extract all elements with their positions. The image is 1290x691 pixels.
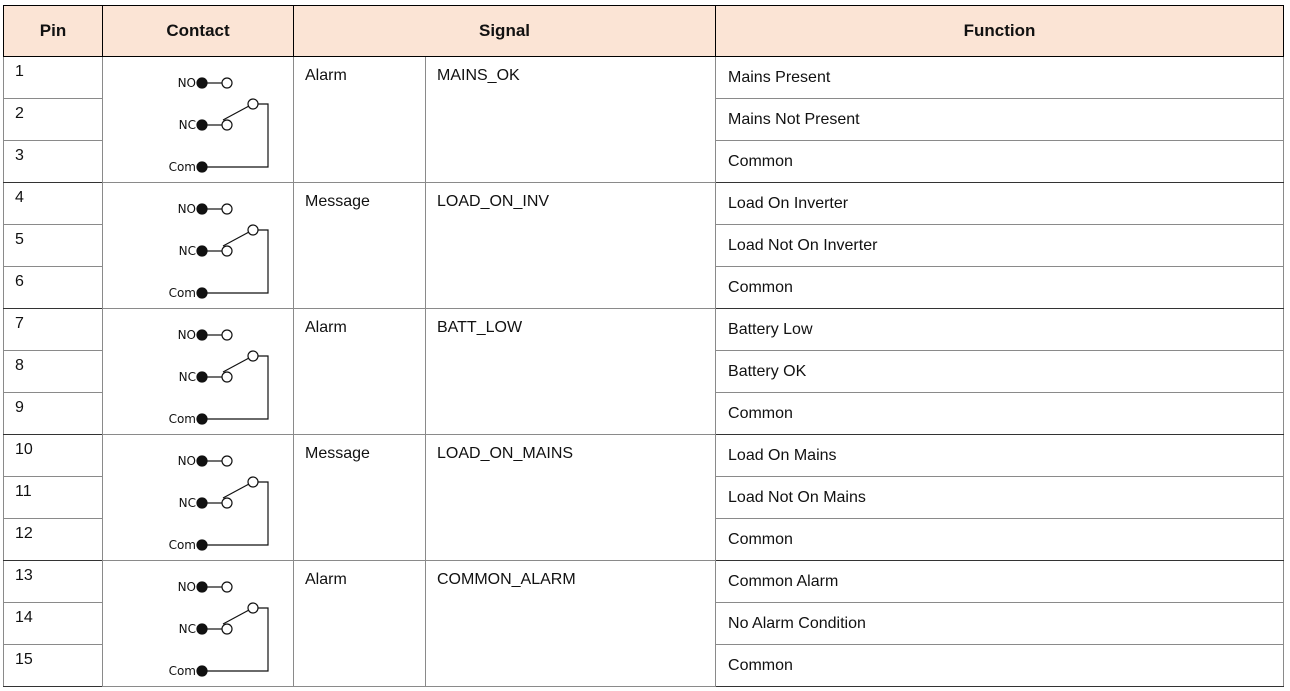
nc-terminal <box>197 624 207 634</box>
no-terminal <box>197 330 207 340</box>
signal-type: Message <box>294 435 426 561</box>
com-wire <box>207 230 268 293</box>
switch-arm <box>223 610 249 624</box>
no-contact-point <box>222 456 232 466</box>
no-terminal <box>197 456 207 466</box>
function-description: No Alarm Condition <box>716 603 1284 645</box>
table-row <box>4 435 1284 477</box>
header-function: Function <box>716 6 1284 57</box>
switch-arm <box>223 358 249 372</box>
pin-number: 1 <box>4 57 103 99</box>
signal-name: LOAD_ON_MAINS <box>426 435 716 561</box>
com-terminal <box>197 414 207 424</box>
function-description: Common <box>716 519 1284 561</box>
no-contact-point <box>222 582 232 592</box>
nc-terminal <box>197 120 207 130</box>
com-wire <box>207 104 268 167</box>
contact-label-nc: NC <box>178 244 196 258</box>
switch-arm <box>223 232 249 246</box>
contact-label-com: Com <box>168 412 196 426</box>
com-wire <box>207 482 268 545</box>
signal-name: COMMON_ALARM <box>426 561 716 687</box>
no-terminal <box>197 78 207 88</box>
function-description: Load On Inverter <box>716 183 1284 225</box>
contact-label-nc: NC <box>178 622 196 636</box>
signal-name: BATT_LOW <box>426 309 716 435</box>
signal-type: Alarm <box>294 561 426 687</box>
nc-terminal <box>197 498 207 508</box>
contact-label-no: NO <box>177 454 196 468</box>
contact-label-com: Com <box>168 664 196 678</box>
no-contact-point <box>222 78 232 88</box>
contact-label-nc: NC <box>178 370 196 384</box>
pivot-point <box>248 351 258 361</box>
pivot-point <box>248 477 258 487</box>
contact-label-com: Com <box>168 286 196 300</box>
relay-contact-icon <box>103 561 293 685</box>
no-contact-point <box>222 204 232 214</box>
com-terminal <box>197 666 207 676</box>
pin-number: 2 <box>4 99 103 141</box>
com-wire <box>207 608 268 671</box>
pin-assignment-table <box>3 5 1284 687</box>
signal-name: LOAD_ON_INV <box>426 183 716 309</box>
table-row <box>4 183 1284 225</box>
signal-name: MAINS_OK <box>426 57 716 183</box>
pin-number: 9 <box>4 393 103 435</box>
pivot-point <box>248 603 258 613</box>
nc-contact-point <box>222 120 232 130</box>
function-description: Mains Not Present <box>716 99 1284 141</box>
signal-type: Message <box>294 183 426 309</box>
pin-number: 5 <box>4 225 103 267</box>
function-description: Battery OK <box>716 351 1284 393</box>
function-description: Common <box>716 141 1284 183</box>
header-signal: Signal <box>294 6 716 57</box>
nc-terminal <box>197 372 207 382</box>
nc-contact-point <box>222 624 232 634</box>
relay-contact-icon <box>103 183 293 307</box>
pin-number: 8 <box>4 351 103 393</box>
no-terminal <box>197 582 207 592</box>
switch-arm <box>223 106 249 120</box>
relay-contact-icon <box>103 309 293 433</box>
contact-label-nc: NC <box>178 496 196 510</box>
com-terminal <box>197 540 207 550</box>
table-row <box>4 57 1284 99</box>
table-row <box>4 309 1284 351</box>
function-description: Load On Mains <box>716 435 1284 477</box>
function-description: Common <box>716 267 1284 309</box>
signal-type: Alarm <box>294 309 426 435</box>
contact-label-no: NO <box>177 76 196 90</box>
contact-diagram-cell <box>103 309 294 435</box>
contact-label-com: Com <box>168 160 196 174</box>
table-row <box>4 561 1284 603</box>
function-description: Battery Low <box>716 309 1284 351</box>
function-description: Load Not On Inverter <box>716 225 1284 267</box>
pivot-point <box>248 225 258 235</box>
contact-diagram-cell <box>103 435 294 561</box>
nc-contact-point <box>222 498 232 508</box>
com-terminal <box>197 288 207 298</box>
function-description: Mains Present <box>716 57 1284 99</box>
contact-diagram-cell <box>103 183 294 309</box>
nc-contact-point <box>222 246 232 256</box>
pivot-point <box>248 99 258 109</box>
contact-diagram-cell <box>103 57 294 183</box>
pin-number: 12 <box>4 519 103 561</box>
com-wire <box>207 356 268 419</box>
pin-number: 6 <box>4 267 103 309</box>
pin-number: 10 <box>4 435 103 477</box>
pin-number: 14 <box>4 603 103 645</box>
header-row <box>4 6 1284 57</box>
pin-number: 13 <box>4 561 103 603</box>
no-terminal <box>197 204 207 214</box>
nc-contact-point <box>222 372 232 382</box>
header-pin: Pin <box>4 6 103 57</box>
contact-label-nc: NC <box>178 118 196 132</box>
relay-contact-icon <box>103 435 293 559</box>
com-terminal <box>197 162 207 172</box>
relay-contact-icon <box>103 57 293 181</box>
function-description: Common Alarm <box>716 561 1284 603</box>
pin-number: 3 <box>4 141 103 183</box>
pin-number: 4 <box>4 183 103 225</box>
pin-number: 11 <box>4 477 103 519</box>
function-description: Common <box>716 645 1284 687</box>
signal-type: Alarm <box>294 57 426 183</box>
pin-number: 15 <box>4 645 103 687</box>
contact-label-com: Com <box>168 538 196 552</box>
contact-label-no: NO <box>177 328 196 342</box>
contact-diagram-cell <box>103 561 294 687</box>
header-contact: Contact <box>103 6 294 57</box>
contact-label-no: NO <box>177 580 196 594</box>
contact-label-no: NO <box>177 202 196 216</box>
nc-terminal <box>197 246 207 256</box>
pin-number: 7 <box>4 309 103 351</box>
switch-arm <box>223 484 249 498</box>
no-contact-point <box>222 330 232 340</box>
function-description: Load Not On Mains <box>716 477 1284 519</box>
function-description: Common <box>716 393 1284 435</box>
